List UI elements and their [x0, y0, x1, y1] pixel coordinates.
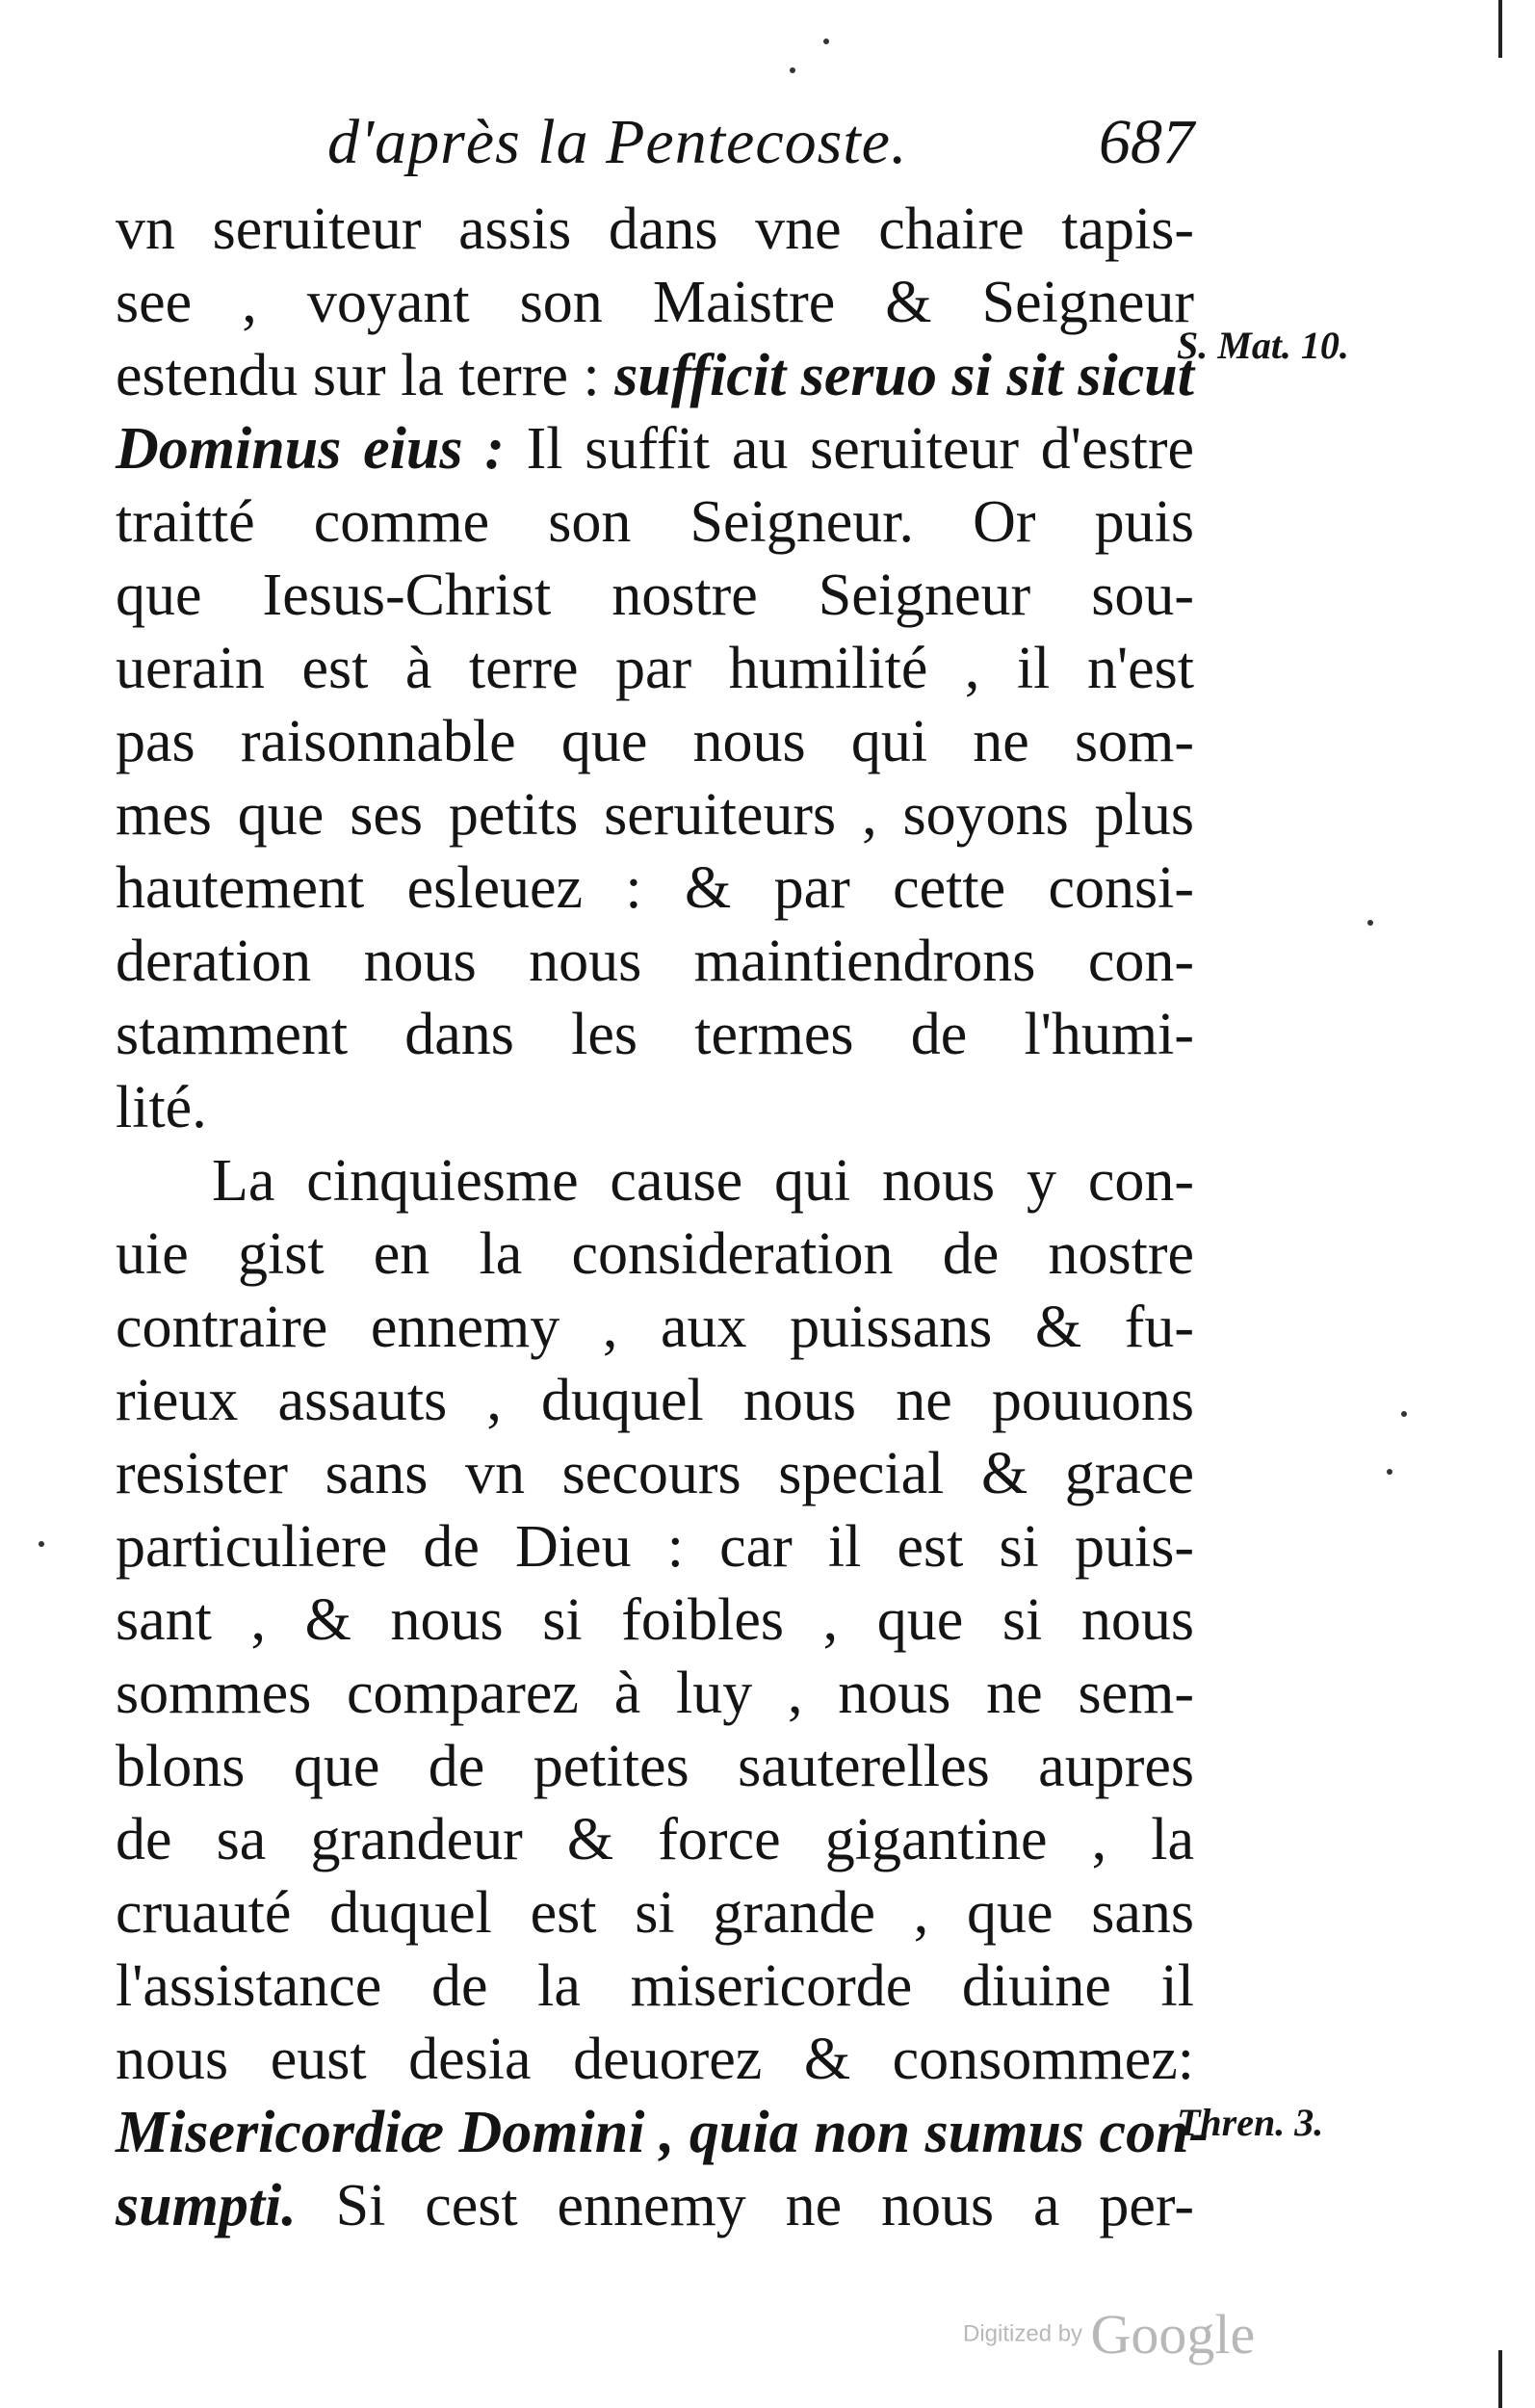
google-logo: Google: [1090, 2303, 1256, 2366]
text-line-27: [116, 2096, 1210, 2169]
text-line-3: [116, 339, 1194, 412]
ink-speck: [823, 39, 829, 44]
watermark-prefix: Digitized by: [963, 2320, 1083, 2347]
text-line-22: blons que de petites sauterelles aupres: [116, 1734, 1194, 1799]
text-line-12: stamment dans les termes de l'humi-: [116, 1002, 1194, 1067]
text-line-2: see , voyant son Maistre & Seigneur: [116, 270, 1194, 335]
text-line-4-roman: Il suffit au seruiteur d'estre: [504, 416, 1194, 482]
text-line-9: mes que ses petits seruiteurs , soyons plus: [116, 782, 1194, 848]
text-line-21: sommes comparez à luy , nous ne sem-: [116, 1661, 1194, 1726]
text-line-18: resister sans vn secours special & grace: [116, 1441, 1194, 1506]
text-line-23: de sa grandeur & force gigantine , la: [116, 1807, 1194, 1872]
text-line-8: pas raisonnable que nous qui ne som-: [116, 709, 1194, 774]
page-number: 687: [1099, 107, 1194, 177]
latin-quote-2: Dominus eius :: [116, 416, 505, 482]
text-line-11: deration nous nous maintiendrons con-: [116, 929, 1194, 994]
text-line-25: l'assistance de la misericorde diuine il: [116, 1953, 1194, 2019]
text-line-28: [116, 2169, 1194, 2242]
text-line-17: rieux assauts , duquel nous ne pouuons: [116, 1368, 1194, 1433]
margin-note-matthew: S. Mat. 10.: [1177, 324, 1349, 367]
text-line-10: hautement esleuez : & par cette consi-: [116, 855, 1194, 921]
ink-speck: [1387, 1469, 1392, 1475]
ink-speck: [1401, 1411, 1407, 1417]
ink-speck: [790, 67, 795, 73]
text-line-7: uerain est à terre par humilité , il n'est: [116, 636, 1194, 701]
text-line-6: que Iesus-Christ nostre Seigneur sou-: [116, 563, 1194, 628]
text-line-15: uie gist en la consideration de nostre: [116, 1221, 1194, 1287]
running-title: d'après la Pentecoste.: [327, 107, 908, 177]
digitized-by-google-watermark: [963, 2302, 1255, 2367]
ink-speck: [39, 1541, 44, 1547]
text-line-5: traitté comme son Seigneur. Or puis: [116, 489, 1194, 555]
text-line-1: vn seruiteur assis dans vne chaire tapis-: [116, 196, 1194, 262]
page-edge-mark-bottom: [1498, 2350, 1502, 2408]
ink-speck: [1367, 920, 1373, 926]
text-line-24: cruauté duquel est si grande , que sans: [116, 1880, 1194, 1946]
latin-quote-3: Misericordiæ Domini , quia non sumus con-: [116, 2100, 1210, 2165]
text-line-3-roman: estendu sur la terre :: [116, 343, 615, 408]
text-line-16: contraire ennemy , aux puissans & fu-: [116, 1295, 1194, 1360]
page-edge-mark-top: [1498, 0, 1502, 58]
latin-quote-1: sufficit seruo si sit sicut: [614, 343, 1194, 408]
text-line-14: La cinquiesme cause qui nous y con-: [212, 1148, 1194, 1214]
running-header: [308, 106, 1194, 183]
text-line-4: [116, 412, 1194, 485]
text-line-26: nous eust desia deuorez & consommez:: [116, 2027, 1194, 2092]
text-line-13: lité.: [116, 1075, 207, 1140]
latin-quote-4: sumpti.: [116, 2173, 297, 2238]
text-line-28-roman: Si cest ennemy ne nous a per-: [296, 2173, 1194, 2238]
text-line-19: particuliere de Dieu : car il est si puis-: [116, 1514, 1194, 1580]
margin-note-threnodies: Thren. 3.: [1177, 2101, 1324, 2144]
text-body: [116, 193, 1210, 2242]
text-line-20: sant , & nous si foibles , que si nous: [116, 1587, 1194, 1653]
